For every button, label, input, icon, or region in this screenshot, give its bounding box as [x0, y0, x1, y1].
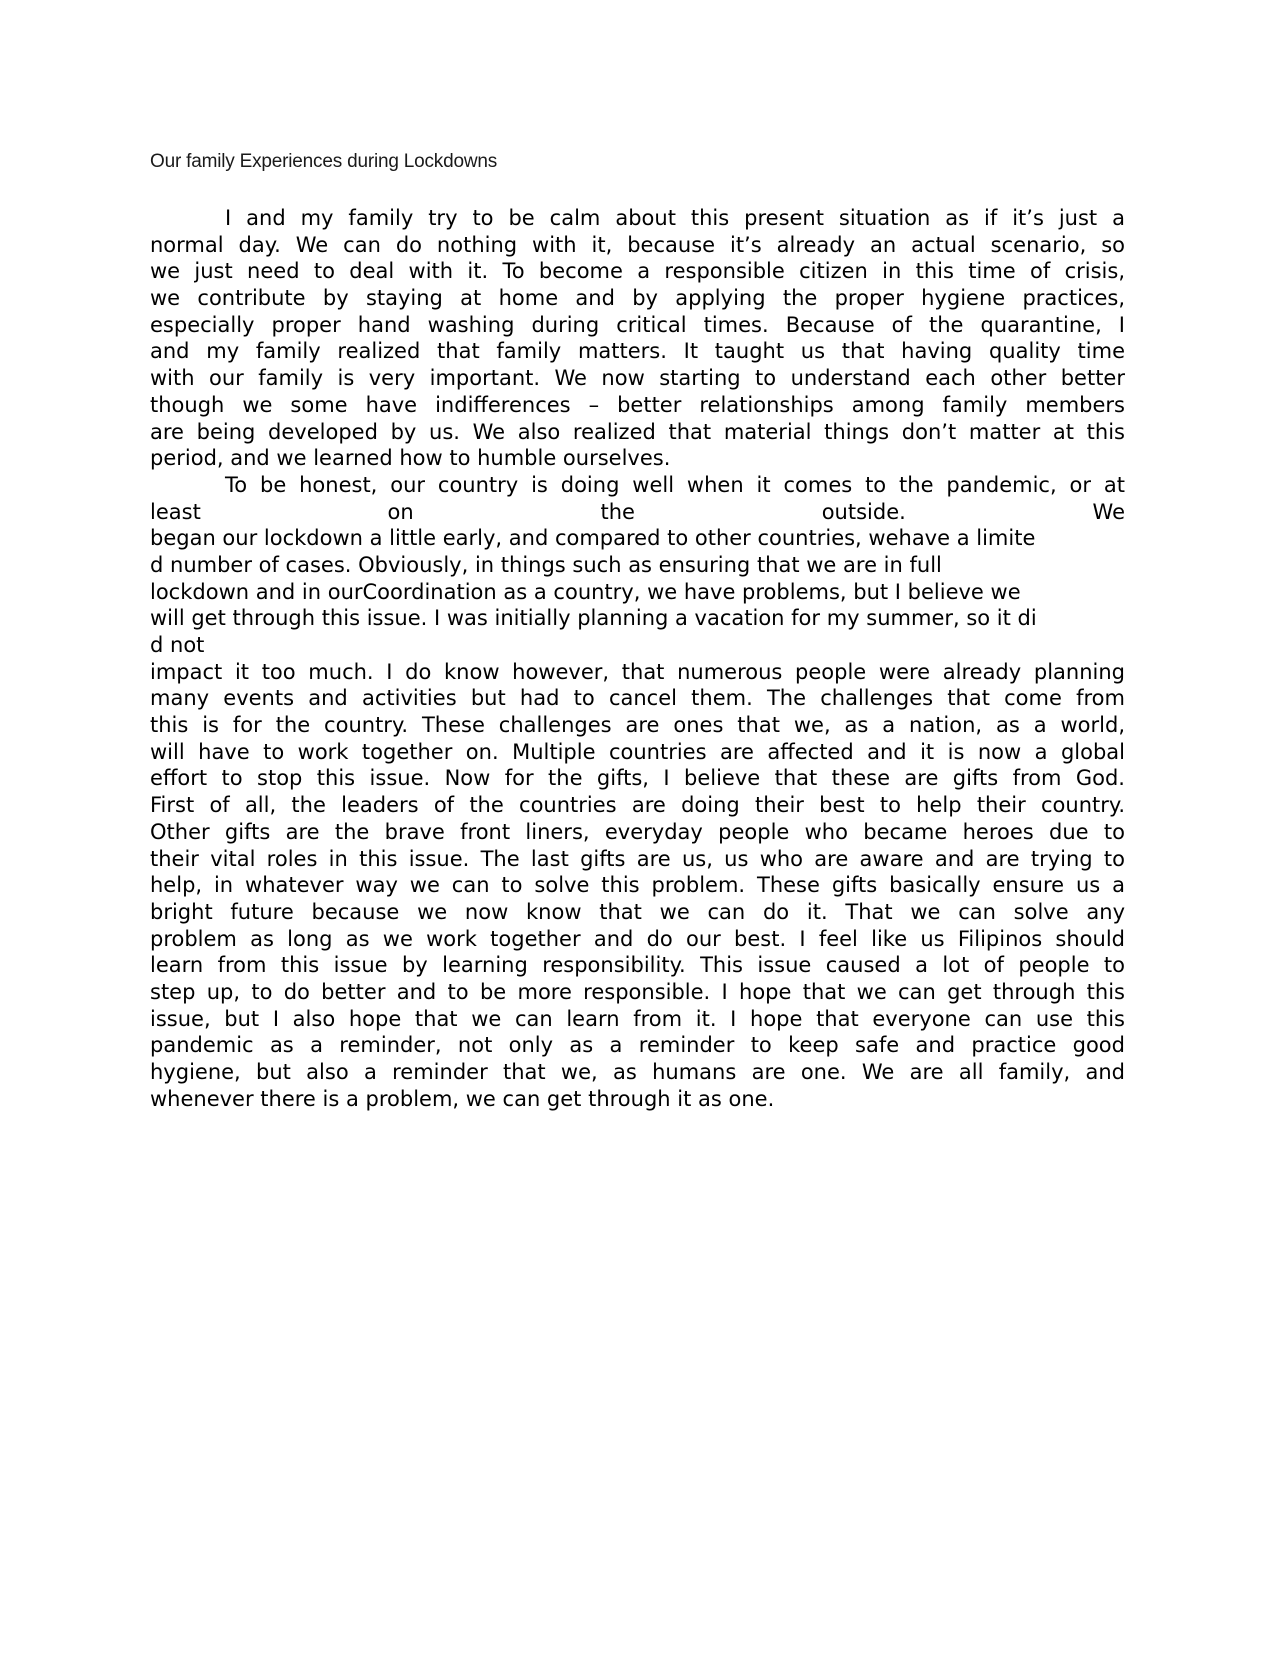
paragraph-1-line: I and my family try to be calm about this present situation as if it’s just a — [225, 206, 1125, 230]
paragraph-1-line: we just need to deal with it. To become a responsible citizen in this time of crisis, — [150, 259, 1125, 284]
paragraph-1-line: normal day. We can do nothing with it, because it’s already an actual scenario, so — [150, 232, 1125, 257]
paragraph-1-line: though we some have indifferences – better relationships among family members — [150, 392, 1125, 417]
paragraph-2-line: many events and activities but had to cancel them. The challenges that come from — [150, 686, 1125, 711]
paragraph-2-line: effort to stop this issue. Now for the gifts, I believe that these are gifts from God. — [150, 766, 1125, 791]
document-body — [150, 205, 1125, 1112]
paragraph-2-line: hygiene, but also a reminder that we, as humans are one. We are all family, and — [150, 1060, 1125, 1084]
paragraph-2-line: First of all, the leaders of the countries are doing their best to help their country. — [150, 793, 1125, 818]
paragraph-2-line: pandemic as a reminder, not only as a reminder to keep safe and practice good — [150, 1033, 1125, 1058]
paragraph-2-line: help, in whatever way we can to solve this problem. These gifts basically ensure us a — [150, 873, 1125, 898]
document-title: Our family Experiences during Lockdowns — [150, 151, 498, 172]
paragraph-2-line: began our lockdown a little early, and compared to other countries, wehave a limite — [150, 526, 1036, 551]
paragraph-2-line: least on the outside. We — [150, 499, 1125, 524]
paragraph-2-line: d number of cases. Obviously, in things such as ensuring that we are in full — [150, 552, 942, 577]
paragraph-2-line: issue, but I also hope that we can learn from it. I hope that everyone can use this — [150, 1006, 1125, 1031]
paragraph-1-line: period, and we learned how to humble ourselves. — [150, 446, 671, 471]
paragraph-1-line: are being developed by us. We also realized that material things don’t matter at this — [150, 419, 1125, 444]
paragraph-2-line: To be honest, our country is doing well when it comes to the pandemic, or at — [225, 472, 1125, 497]
paragraph-2-line: whenever there is a problem, we can get through it as one. — [150, 1086, 775, 1111]
paragraph-2-line: will get through this issue. I was initially planning a vacation for my summer, so it di — [150, 606, 1037, 631]
paragraph-2-line: problem as long as we work together and do our best. I feel like us Filipinos should — [150, 926, 1125, 951]
paragraph-2-line: lockdown and in ourCoordination as a country, we have problems, but I believe we — [150, 579, 1021, 604]
paragraph-2-line: this is for the country. These challenges are ones that we, as a nation, as a world, — [150, 713, 1125, 738]
paragraph-2-line: d not — [150, 633, 205, 657]
paragraph-1-line: with our family is very important. We now starting to understand each other better — [150, 366, 1125, 391]
paragraph-2-line: learn from this issue by learning responsibility. This issue caused a lot of people to — [150, 953, 1125, 978]
paragraph-1-line: and my family realized that family matters. It taught us that having quality time — [150, 339, 1125, 364]
paragraph-2-line: their vital roles in this issue. The last gifts are us, us who are aware and are trying to — [150, 846, 1125, 871]
paragraph-2-line: impact it too much. I do know however, that numerous people were already planning — [150, 659, 1125, 684]
paragraph-2-line: will have to work together on. Multiple countries are affected and it is now a global — [150, 739, 1125, 764]
paragraph-2-line: bright future because we now know that we can do it. That we can solve any — [150, 899, 1125, 924]
paragraph-1-line: we contribute by staying at home and by applying the proper hygiene practices, — [150, 286, 1125, 311]
paragraph-2-line: step up, to do better and to be more responsible. I hope that we can get through this — [150, 979, 1125, 1004]
paragraph-1-line: especially proper hand washing during critical times. Because of the quarantine, I — [150, 312, 1125, 337]
paragraph-2-line: Other gifts are the brave front liners, everyday people who became heroes due to — [150, 819, 1125, 844]
